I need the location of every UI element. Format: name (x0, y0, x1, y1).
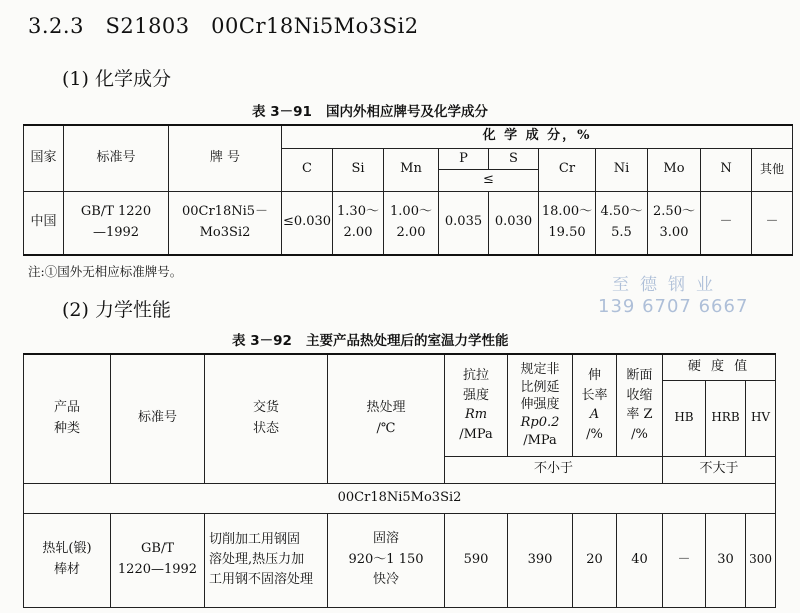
header-hv: HV (746, 380, 776, 456)
product-cell: 热轧(锻) 棒材 (24, 513, 111, 607)
watermark-company: 至德钢业 (612, 275, 724, 295)
value-c: ≤0.030 (282, 192, 333, 255)
rp-value: 390 (508, 513, 573, 607)
value-other: － (752, 192, 793, 255)
header-rm: 抗拉 强度 Rm /MPa (445, 354, 508, 456)
table2-caption: 表 3－92 主要产品热处理后的室温力学性能 (232, 333, 509, 349)
subsection-mechanical: (2) 力学性能 (62, 299, 171, 321)
element-p: P (439, 148, 489, 170)
element-s: S (489, 148, 539, 170)
element-mo: Mo (648, 148, 701, 192)
value-mo: 2.50～ 3.00 (648, 192, 701, 255)
element-ni: Ni (596, 148, 648, 192)
mechanical-properties-table (23, 353, 776, 608)
header-country: 国家 (24, 125, 64, 192)
value-n: － (701, 192, 752, 255)
header-product: 产品 种类 (24, 354, 111, 483)
hrb-value: 30 (706, 513, 746, 607)
country-cell: 中国 (24, 192, 64, 255)
not-less-than: 不小于 (445, 456, 663, 483)
elongation-value: 20 (573, 513, 617, 607)
not-more-than: 不大于 (663, 456, 776, 483)
header-hardness: 硬 度 值 (663, 354, 776, 380)
delivery-cell: 切削加工用钢固 溶处理,热压力加 工用钢不固溶处理 (205, 513, 328, 607)
header-hrb: HRB (706, 380, 746, 456)
reduction-value: 40 (617, 513, 663, 607)
element-mn: Mn (384, 148, 439, 192)
hv-value: 300 (746, 513, 776, 607)
value-si: 1.30～ 2.00 (333, 192, 384, 255)
header-grade: 牌 号 (169, 125, 282, 192)
element-cr: Cr (539, 148, 596, 192)
header-rp: 规定非 比例延 伸强度 Rp0.2 /MPa (508, 354, 573, 456)
header-standard: 标准号 (64, 125, 169, 192)
chemical-composition-table (23, 124, 793, 256)
value-cr: 18.00～ 19.50 (539, 192, 596, 255)
element-c: C (282, 148, 333, 192)
header-hb: HB (663, 380, 706, 456)
value-p: 0.035 (439, 192, 489, 255)
table1-note: 注:①国外无相应标准牌号。 (28, 264, 183, 279)
standard-cell: GB/T 1220 —1992 (64, 192, 169, 255)
value-mn: 1.00～ 2.00 (384, 192, 439, 255)
section-title: 3.2.3 S21803 00Cr18Ni5Mo3Si2 (28, 14, 419, 38)
ps-limit-symbol: ≤ (439, 170, 539, 192)
hb-value: － (663, 513, 706, 607)
header-composition: 化 学 成 分，% (282, 125, 793, 148)
value-s: 0.030 (489, 192, 539, 255)
header-standard2: 标准号 (111, 354, 205, 483)
table1-caption: 表 3－91 国内外相应牌号及化学成分 (252, 104, 488, 120)
element-n: N (701, 148, 752, 192)
heat-treatment-cell: 固溶 920～1 150 快冷 (328, 513, 445, 607)
header-elongation: 伸 长率 A /% (573, 354, 617, 456)
element-other: 其他 (752, 148, 793, 192)
subsection-chemical: (1) 化学成分 (62, 68, 171, 90)
header-delivery: 交货 状态 (205, 354, 328, 483)
rm-value: 590 (445, 513, 508, 607)
grade-row: 00Cr18Ni5Mo3Si2 (24, 483, 776, 513)
header-reduction: 断面 收缩 率 Z /% (617, 354, 663, 456)
grade-cell: 00Cr18Ni5－ Mo3Si2 (169, 192, 282, 255)
standard-cell2: GB/T 1220—1992 (111, 513, 205, 607)
value-ni: 4.50～ 5.5 (596, 192, 648, 255)
watermark-phone: 139 6707 6667 (598, 296, 749, 317)
header-heat-treatment: 热处理 /℃ (328, 354, 445, 483)
element-si: Si (333, 148, 384, 192)
